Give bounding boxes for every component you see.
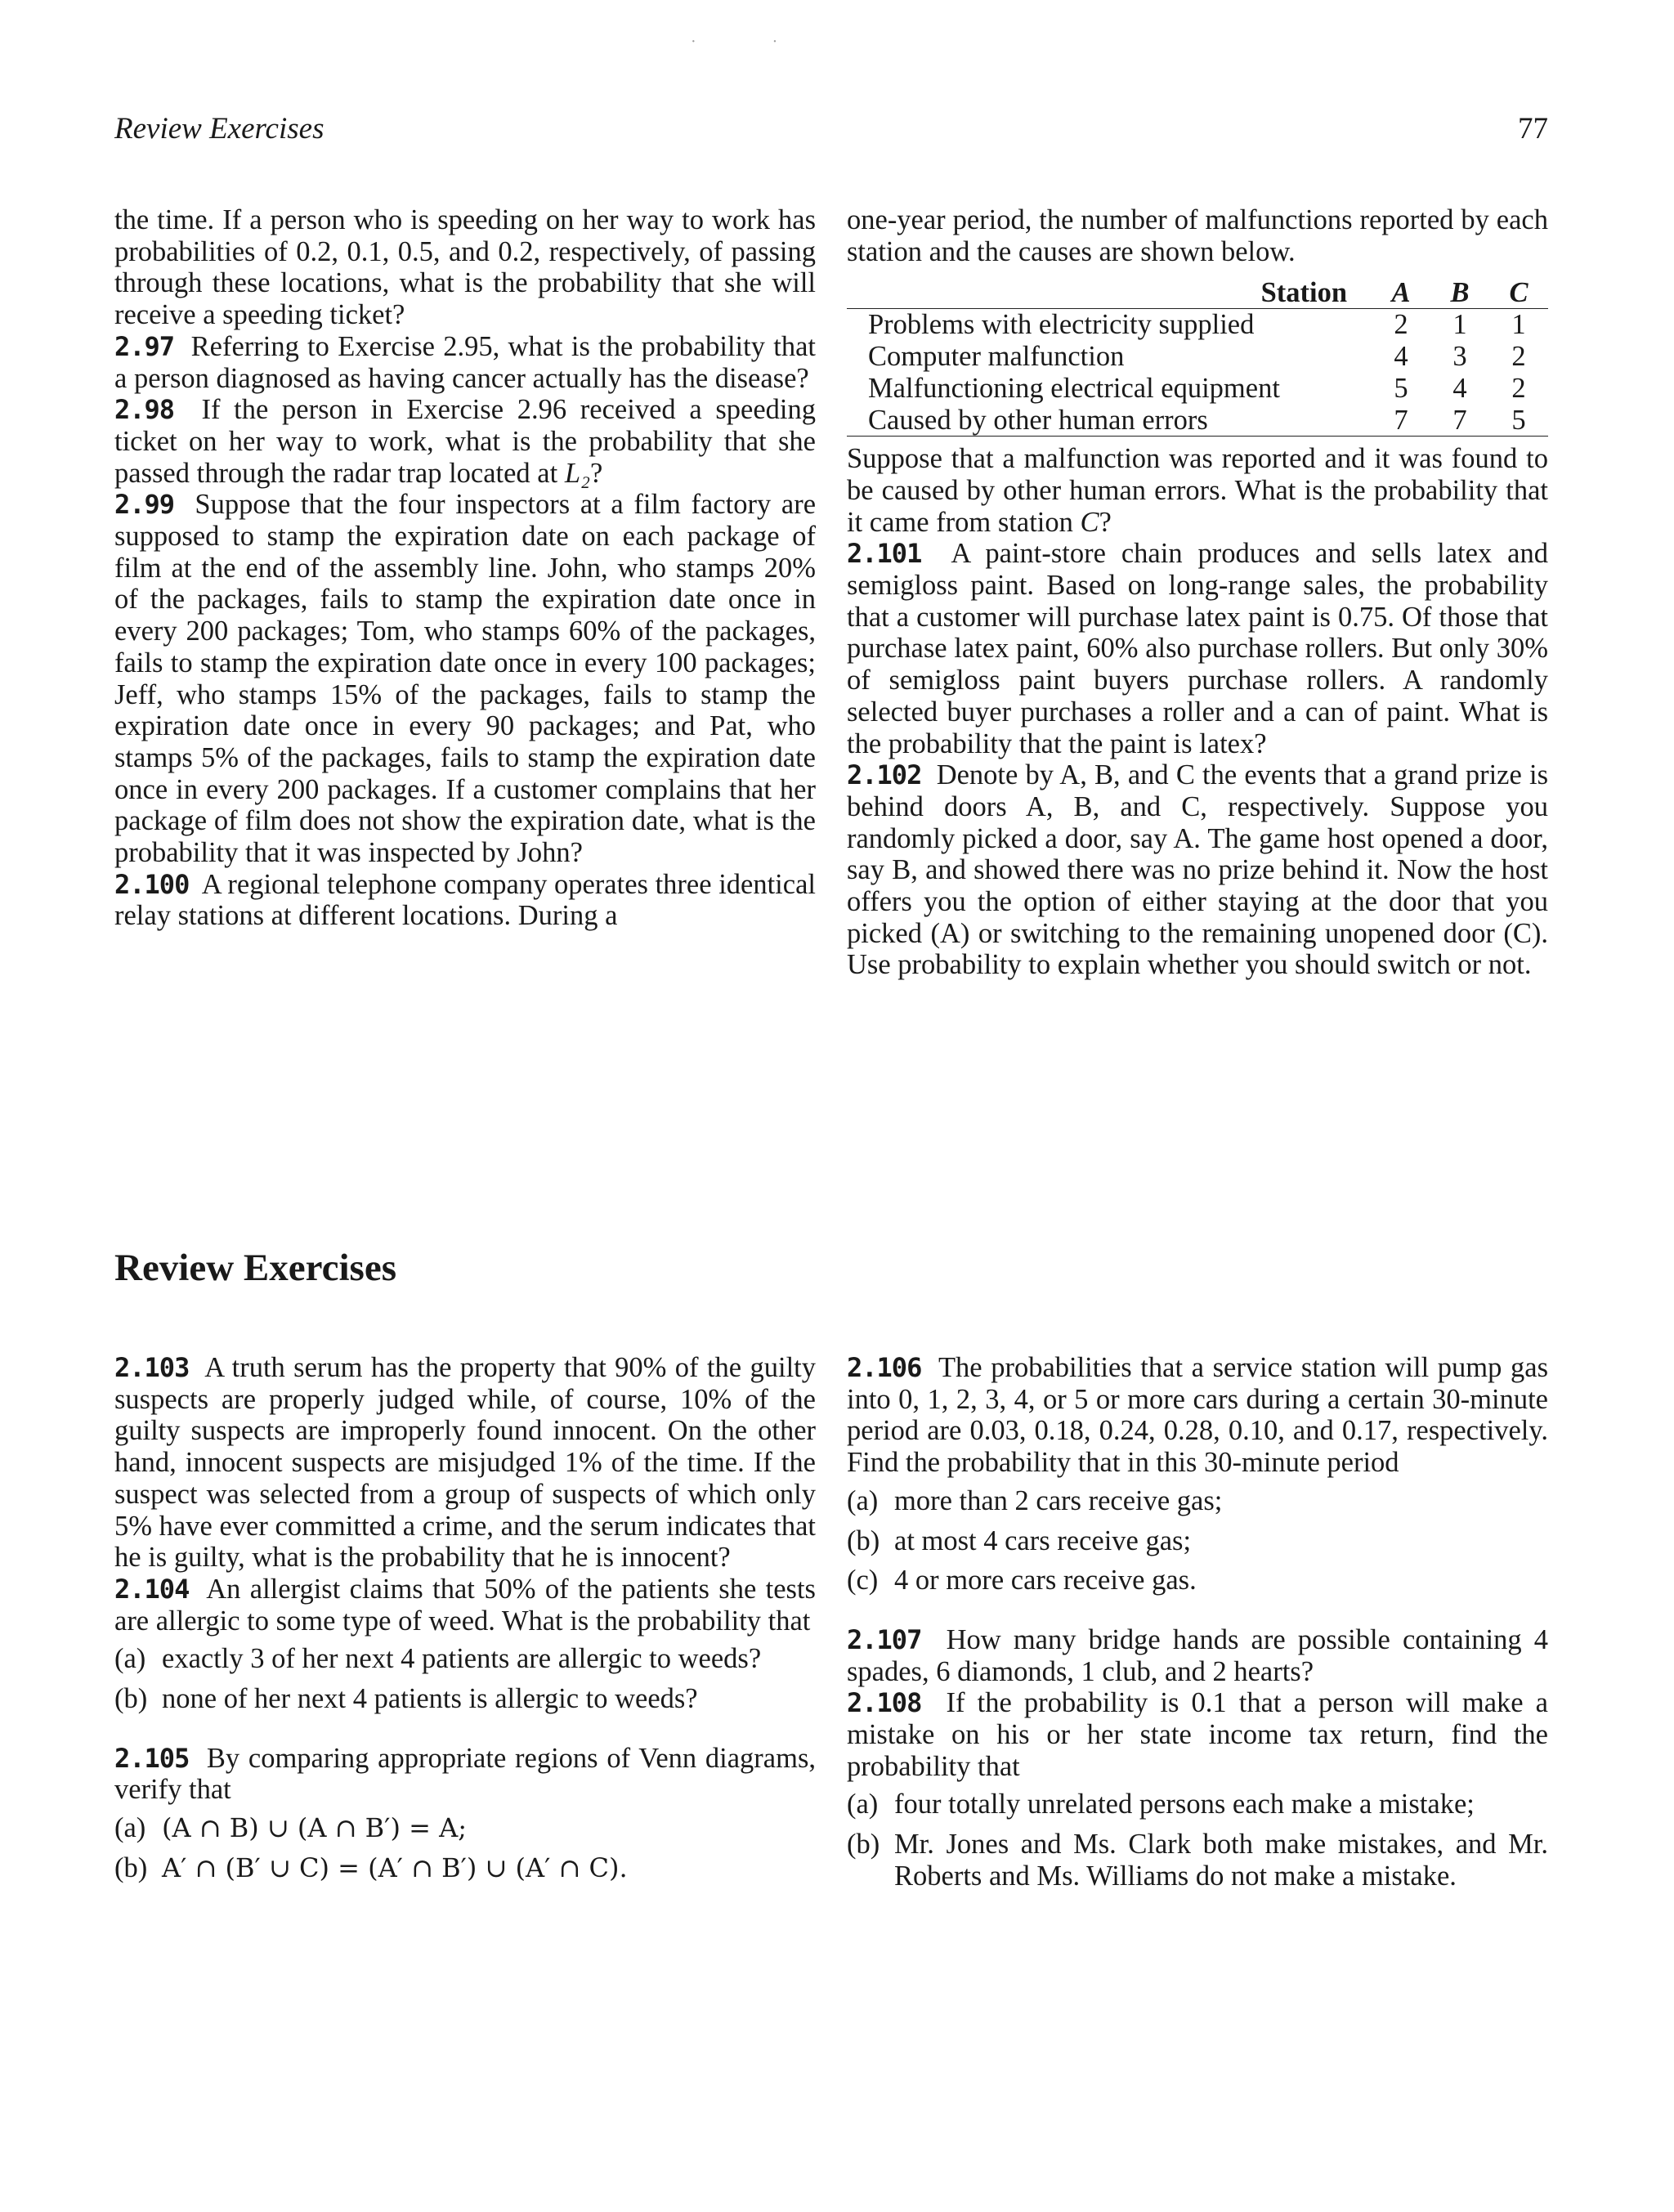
exercise-number: 2.100 (114, 868, 190, 900)
exercise-text: Referring to Exercise 2.95, what is the probability that a person diagnosed as having cancer actually has the disease? (114, 330, 816, 394)
list-item (847, 1485, 1548, 1517)
item-label: (b) (114, 1852, 148, 1883)
subitem-list (114, 1643, 816, 1714)
column-left-bottom (114, 1352, 816, 1912)
exercise-2-103 (114, 1352, 816, 1574)
exercise-2-107 (847, 1624, 1548, 1687)
cause-cell: Problems with electricity supplied (868, 309, 1255, 341)
item-text: 4 or more cars receive gas. (894, 1565, 1197, 1596)
station-label: Station (847, 277, 1372, 309)
column-right-bottom (847, 1352, 1548, 1920)
followup-text: Suppose that a malfunction was reported and it was found to be caused by other human errors. What is the probability that it came from station (847, 443, 1548, 538)
item-label: (b) (114, 1683, 148, 1715)
malfunction-table (847, 277, 1548, 437)
exercise-text: If the person in Exercise 2.96 received a speeding ticket on her way to work, what is the probability that she passed through the radar trap located at (114, 394, 816, 489)
list-item (847, 1789, 1548, 1820)
item-label: (a) (847, 1789, 879, 1820)
item-text: exactly 3 of her next 4 patients are allergic to weeds? (162, 1643, 762, 1675)
exercise-text: How many bridge hands are possible containing 4 spades, 6 diamonds, 1 club, and 2 hearts? (847, 1623, 1549, 1687)
page-number: 77 (1518, 112, 1548, 146)
exercise-text: An allergist claims that 50% of the patients she tests are allergic to some type of weed. What is the probability that (114, 1573, 816, 1637)
section-heading: Review Exercises (114, 1247, 396, 1289)
column-left-top (114, 204, 816, 932)
item-label: (a) (847, 1484, 879, 1516)
table-row (847, 373, 1548, 405)
math-symbol: C (1080, 506, 1099, 538)
exercise-number: 2.103 (114, 1352, 190, 1383)
exercise-text: Denote by A, B, and C the events that a grand prize is behind doors A, B, and C, respectively. Suppose you randomly picked a door, say A. The game host opened a door, say B, and showed there was no prize behind it. Now the host offers you the option of either staying at the door that you picked (A) or switching to the remaining unopened door (C). Use probability to explain whether you should switch or not. (847, 759, 1548, 981)
followup-end: ? (1099, 506, 1112, 538)
exercise-text: Suppose that the four inspectors at a film factory are supposed to stamp the expiration date on each package of film at the end of the assembly line. John, who stamps 20% of the packages, fails to stamp the expiration date once in every 200 packages; Tom, who stamps 60% of the packages, fails to stamp the expiration date once in every 100 packages; Jeff, who stamps 15% of the packages, fails to stamp the expiration date once in every 90 packages; and Pat, who stamps 5% of the packages, fails to stamp the expiration date once in every 200 packages. If a customer complains that her package of film does not show the expiration date, what is the probability that it was inspected by John? (114, 489, 817, 869)
running-title: Review Exercises (114, 112, 325, 146)
exercise-number: 2.101 (847, 538, 922, 570)
value-cell: 7 (1372, 405, 1430, 437)
column-header: C (1489, 277, 1548, 309)
item-text: four totally unrelated persons each make a mistake; (894, 1789, 1475, 1820)
exercise-text: A paint-store chain produces and sells latex and semigloss paint. Based on long-range sales, the probability that a customer will purchase latex paint is 0.75. Of those that purchase latex paint, 60% also purchase rollers. But only 30% of semigloss paint buyers purchase rollers. A randomly selected buyer purchases a roller and a can of paint. What is the probability that the paint is latex? (847, 538, 1548, 759)
column-right-top (847, 204, 1548, 981)
exercise-2-100 (114, 869, 816, 932)
exercise-number: 2.105 (114, 1742, 190, 1774)
exercise-number: 2.106 (847, 1352, 922, 1383)
value-cell: 4 (1394, 341, 1408, 373)
exercise-2-98 (114, 394, 816, 489)
value-cell: 2 (1511, 341, 1526, 373)
exercise-number: 2.107 (847, 1623, 922, 1655)
list-item (847, 1565, 1548, 1596)
exercise-number: 2.104 (114, 1573, 190, 1605)
value-cell: 4 (1452, 372, 1467, 404)
value-cell: 1 (1452, 309, 1467, 341)
cause-cell: Caused by other human errors (847, 405, 1372, 437)
exercise-number: 2.102 (847, 759, 922, 791)
list-item (114, 1852, 816, 1884)
subitem-list (847, 1789, 1548, 1892)
cause-cell: Computer malfunction (868, 341, 1125, 373)
column-header: B (1430, 277, 1489, 309)
value-cell: 5 (1394, 372, 1408, 404)
value-cell: 7 (1430, 405, 1489, 437)
exercise-number: 2.98 (114, 394, 175, 426)
exercise-text: A truth serum has the property that 90% of the guilty suspects are properly judged while, of course, 10% of the guilty suspects are improperly found innocent. On the other hand, innocent suspects are misjudged 1% of the time. If the suspect was selected from a group of suspects of which only 5% have ever committed a crime, and the serum indicates that he is guilty, what is the probability that he is innocent? (114, 1352, 816, 1574)
exercise-2-101 (847, 538, 1548, 759)
table-header-row (847, 277, 1548, 309)
exercise-text: A regional telephone company operates three identical relay stations at different locations. During a (114, 868, 816, 932)
item-label: (b) (847, 1525, 880, 1556)
item-text: Mr. Jones and Ms. Clark both make mistakes, and Mr. Roberts and Ms. Williams do not make a mistake. (894, 1829, 1548, 1892)
exercise-number: 2.108 (847, 1687, 922, 1719)
exercise-continuation: one-year period, the number of malfunctions reported by each station and the causes are shown below. (847, 204, 1548, 267)
exercise-continuation: the time. If a person who is speeding on her way to work has probabilities of 0.2, 0.1, 0.5, and 0.2, respectively, of passing through these locations, what is the probability that she will receive a speeding ticket? (114, 204, 816, 331)
running-header (114, 111, 1548, 146)
value-cell: 2 (1511, 372, 1526, 404)
exercise-text: The probabilities that a service station will pump gas into 0, 1, 2, 3, 4, or 5 or more cars during a certain 30-minute period are 0.03, 0.18, 0.24, 0.28, 0.10, and 0.17, respectively. Find the probability that in this 30-minute period (847, 1352, 1548, 1479)
table-row (847, 405, 1548, 437)
set-formula: A′ ∩ (B′ ∪ C) = (A′ ∩ B′) ∪ (A′ ∩ C). (162, 1852, 628, 1883)
item-text: at most 4 cars receive gas; (894, 1525, 1192, 1556)
list-item (114, 1643, 816, 1675)
exercise-2-102 (847, 759, 1548, 981)
exercise-text: By comparing appropriate regions of Venn diagrams, verify that (114, 1742, 816, 1806)
exercise-2-97 (114, 331, 816, 394)
list-item (847, 1525, 1548, 1557)
exercise-2-106 (847, 1352, 1548, 1596)
exercise-2-108 (847, 1687, 1548, 1892)
exercise-text-end: ? (590, 457, 603, 489)
item-text: none of her next 4 patients is allergic to weeds? (162, 1683, 698, 1715)
item-label: (b) (847, 1829, 880, 1860)
subitem-list (114, 1812, 816, 1883)
exercise-number: 2.99 (114, 489, 175, 521)
value-cell: 5 (1489, 405, 1548, 437)
table-row (847, 341, 1548, 373)
top-marks: · · (691, 33, 814, 51)
exercise-number: 2.97 (114, 330, 175, 362)
value-cell: 2 (1394, 309, 1408, 341)
math-symbol: L₂ (564, 457, 591, 489)
table-followup (847, 443, 1548, 538)
value-cell: 3 (1452, 341, 1467, 373)
item-label: (a) (114, 1812, 146, 1844)
item-label: (a) (114, 1643, 146, 1675)
item-text: more than 2 cars receive gas; (894, 1484, 1223, 1516)
value-cell: 1 (1511, 309, 1526, 341)
table-row (847, 309, 1548, 341)
exercise-2-105 (114, 1743, 816, 1884)
subitem-list (847, 1485, 1548, 1596)
set-formula: (A ∩ B) ∪ (A ∩ B′) = A; (162, 1812, 467, 1844)
list-item (847, 1829, 1548, 1892)
exercise-2-104 (114, 1574, 816, 1715)
list-item (114, 1683, 816, 1715)
exercise-text: If the probability is 0.1 that a person will make a mistake on his or her state income tax return, find the probability that (847, 1687, 1548, 1782)
exercise-2-99 (114, 489, 816, 868)
cause-cell: Malfunctioning electrical equipment (868, 372, 1280, 404)
column-header: A (1372, 277, 1430, 309)
item-label: (c) (847, 1565, 879, 1596)
list-item (114, 1812, 816, 1844)
